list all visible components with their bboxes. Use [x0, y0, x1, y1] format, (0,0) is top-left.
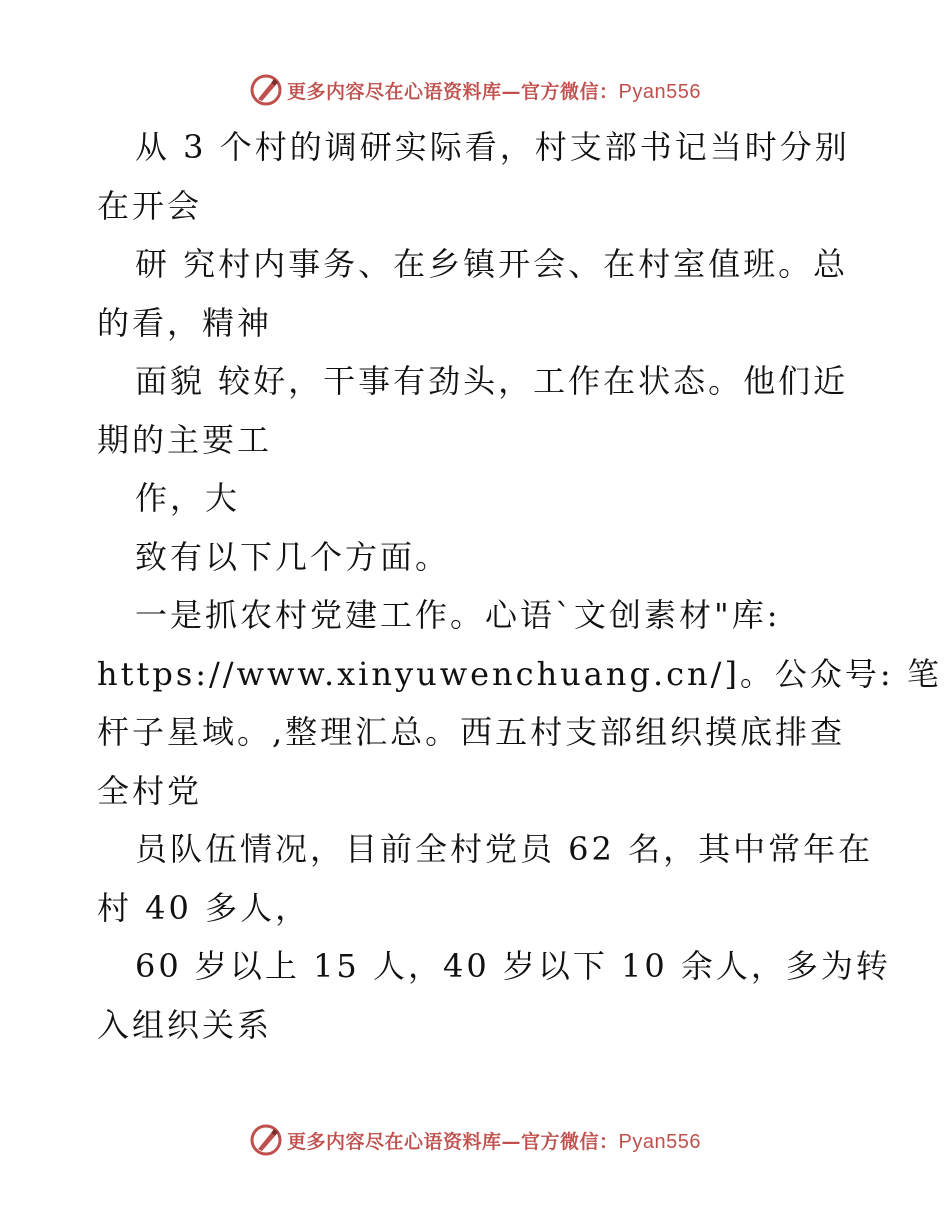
paragraph-line: 全村党 [97, 771, 203, 810]
paragraph-line: 期的主要工 [97, 420, 273, 459]
paragraph-line: 一是抓农村党建工作。心语`文创素材"库: [135, 596, 781, 634]
header-watermark-banner [0, 70, 950, 110]
paragraph-line: 在开会 [97, 186, 203, 225]
paragraph-line: 入组织关系 [97, 1005, 273, 1044]
watermark-text: 更多内容尽在心语资料库—官方微信：Pyan556 [287, 80, 701, 103]
watermark-brand: Pyan556 [618, 1130, 701, 1153]
paragraph-line: 作，大 [135, 479, 241, 517]
paragraph-line: 的看，精神 [97, 303, 273, 342]
paragraph-line: 60 岁以上 15 人，40 岁以下 10 余人，多为转 [135, 947, 891, 985]
watermark-text: 更多内容尽在心语资料库—官方微信：Pyan556 [287, 1130, 701, 1153]
pen-circle-logo-icon [249, 1123, 283, 1157]
paragraph-line: 致有以下几个方面。 [135, 537, 451, 576]
paragraph-line: 面貌 较好，干事有劲头，工作在状态。他们近 [135, 362, 849, 400]
paragraph-line: https://www.xinyuwenchuang.cn/]。公众号: 笔 [97, 654, 942, 693]
pen-circle-logo-icon [249, 73, 283, 107]
footer-watermark-banner [0, 1120, 950, 1160]
document-body [97, 118, 942, 1054]
watermark-brand: Pyan556 [618, 80, 701, 103]
paragraph-line: 研 究村内事务、在乡镇开会、在村室值班。总 [135, 245, 849, 283]
paragraph-line: 从 3 个村的调研实际看，村支部书记当时分别 [135, 128, 850, 166]
paragraph-line: 员队伍情况，目前全村党员 62 名，其中常年在 [135, 830, 874, 868]
paragraph-line: 村 40 多人， [97, 888, 311, 927]
paragraph-line: 杆子星域。,整理汇总。西五村支部组织摸底排查 [97, 713, 846, 751]
